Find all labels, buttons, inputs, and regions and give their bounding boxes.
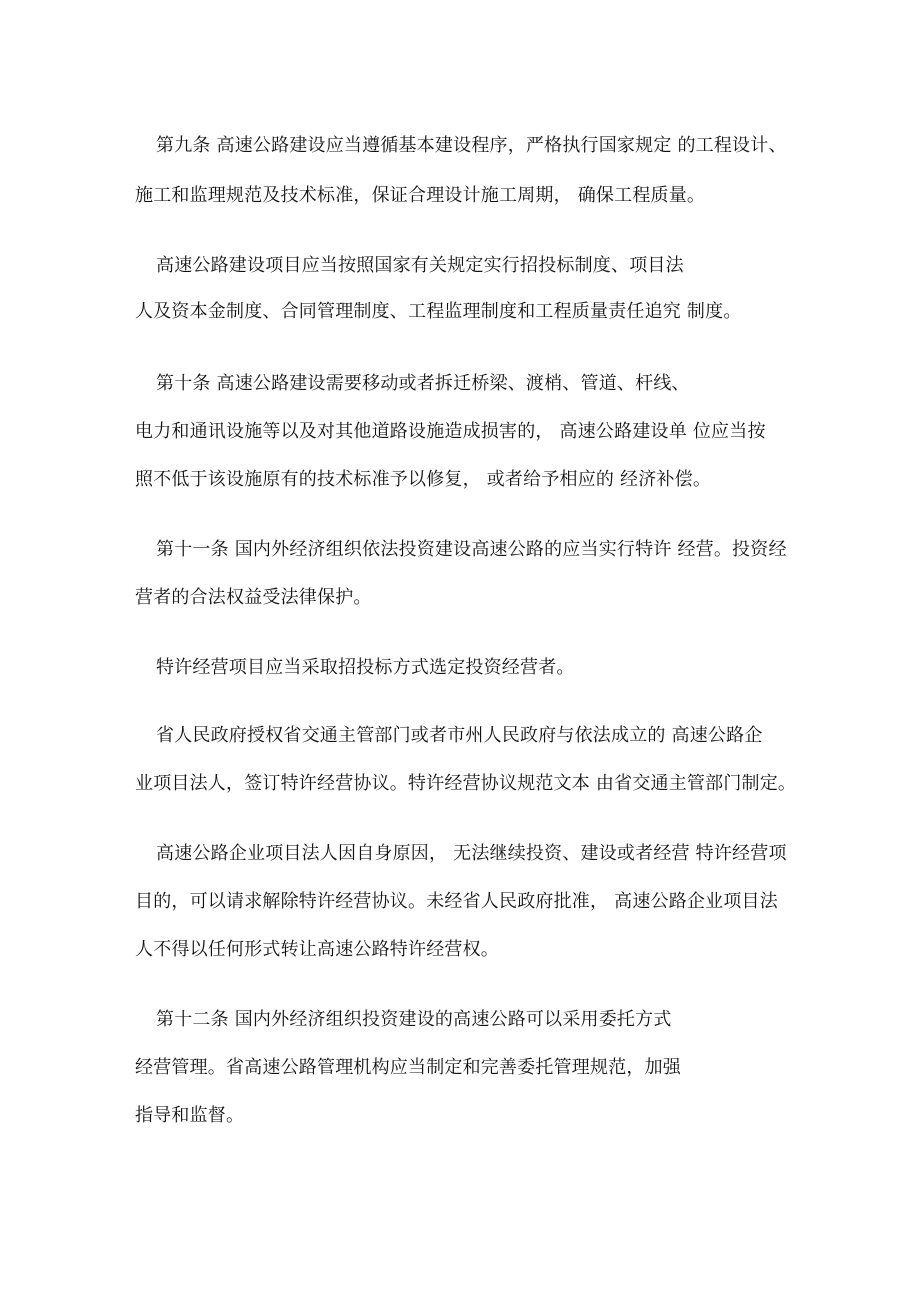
paragraph-line: 人及资本金制度、合同管理制度、工程监理制度和工程质量责任追究 制度。 [135,301,742,322]
paragraph-line: 营者的合法权益受法律保护。 [135,587,372,608]
paragraph-line: 指导和监督。 [135,1105,245,1126]
paragraph-line: 高速公路企业项目法人因自身原因， 无法继续投资、建设或者经营 特许经营项 [156,843,787,864]
paragraph-line: 特许经营项目应当采取招投标方式选定投资经营者。 [156,657,575,678]
paragraph-line: 第十一条 国内外经济组织依法投资建设高速公路的应当实行特许 经营。投资经 [156,539,787,560]
paragraph-line: 第十二条 国内外经济组织投资建设的高速公路可以采用委托方式 [156,1009,672,1030]
paragraph-line: 第十条 高速公路建设需要移动或者拆迁桥梁、渡梢、管道、杆线、 [156,373,690,394]
paragraph-line: 目的，可以请求解除特许经营协议。未经省人民政府批准， 高速公路企业项目法 [135,891,778,912]
paragraph-line: 业项目法人，签订特许经营协议。特许经营协议规范文本 由省交通主管部门制定。 [135,773,797,794]
paragraph-line: 电力和通讯设施等以及对其他道路设施造成损害的， 高速公路建设单 位应当按 [135,421,766,442]
paragraph-line: 施工和监理规范及技术标准，保证合理设计施工周期， 确保工程质量。 [135,185,706,206]
paragraph-line: 省人民政府授权省交通主管部门或者市州人民政府与依法成立的 高速公路企 [156,725,763,746]
paragraph-line: 第九条 高速公路建设应当遵循基本建设程序，严格执行国家规定 的工程设计、 [156,135,787,156]
paragraph-line: 高速公路建设项目应当按照国家有关规定实行招投标制度、项目法 [156,255,684,276]
paragraph-line: 经营管理。省高速公路管理机构应当制定和完善委托管理规范，加强 [135,1057,681,1078]
paragraph-line: 人不得以任何形式转让高速公路特许经营权。 [135,939,499,960]
paragraph-line: 照不低于该设施原有的技术标准予以修复， 或者给予相应的 经济补偿。 [135,469,712,490]
